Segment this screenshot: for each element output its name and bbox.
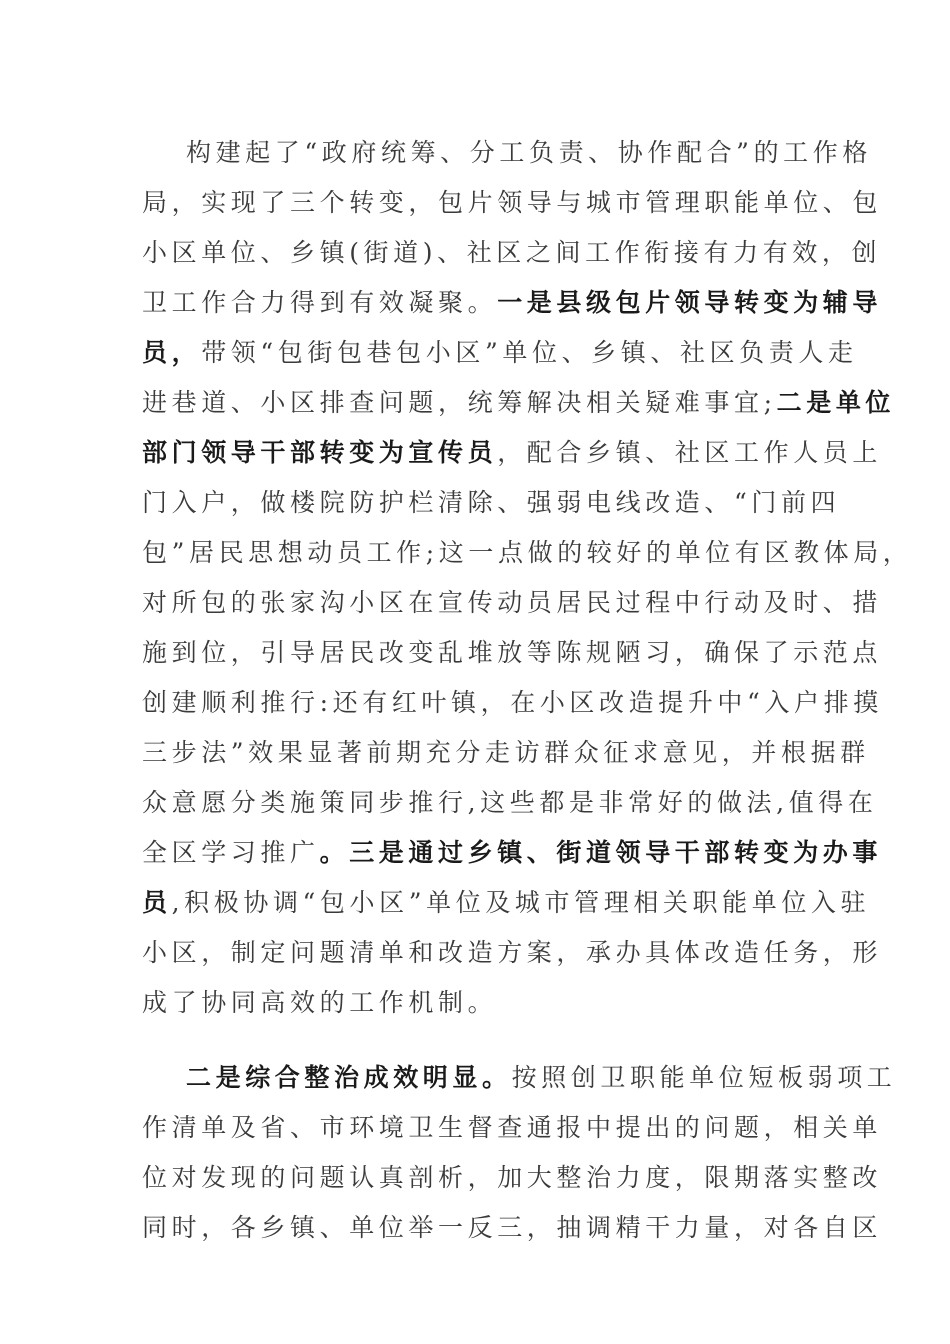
body-text: 施到位，引导居民改变乱堆放等陈规陋习，确保了示范点 — [142, 638, 883, 667]
body-text: 作清单及省、市环境卫生督查通报中提出的问题，相关单 — [142, 1113, 883, 1142]
body-text: 包”居民思想动员工作;这一点做的较好的单位有区教体局， — [142, 538, 913, 567]
body-text: 成了协同高效的工作机制。 — [142, 988, 498, 1017]
body-text: 局，实现了三个转变，包片领导与城市管理职能单位、包 — [142, 188, 883, 217]
text-line — [142, 528, 913, 578]
body-text: 进巷道、小区排查问题，统筹解决相关疑难事宜; — [142, 388, 777, 417]
text-line — [142, 1153, 883, 1203]
bold-text: 员， — [142, 338, 202, 367]
body-text: ，配合乡镇、社区工作人员上 — [497, 438, 883, 467]
text-line — [142, 378, 896, 428]
bold-text: 二是综合整治成效明显。 — [186, 1063, 512, 1092]
text-line — [142, 1203, 883, 1253]
text-line — [142, 328, 858, 378]
body-text: 构建起了“政府统筹、分工负责、协作配合”的工作格 — [186, 138, 872, 167]
text-line — [142, 778, 878, 828]
body-text: 创建顺利推行:还有红叶镇，在小区改造提升中“入户排摸 — [142, 688, 883, 717]
bold-text: 员 — [142, 888, 172, 917]
text-line — [142, 478, 841, 528]
text-line — [142, 278, 883, 328]
text-line — [142, 178, 883, 228]
body-text: 带领“包街包巷包小区”单位、乡镇、社区负责人走 — [201, 338, 858, 367]
text-line — [142, 1103, 883, 1153]
body-text: 位对发现的问题认真剖析，加大整治力度，限期落实整改 — [142, 1163, 883, 1192]
text-line — [142, 578, 883, 628]
body-text: 同时，各乡镇、单位举一反三，抽调精干力量，对各自区 — [142, 1213, 883, 1242]
text-line — [142, 828, 883, 878]
text-line — [142, 628, 883, 678]
body-text: 众意愿分类施策同步推行,这些都是非常好的做法,值得在 — [142, 788, 878, 817]
text-line — [142, 928, 883, 978]
text-line — [186, 1053, 897, 1103]
body-text: 全区学习推广 — [142, 838, 320, 867]
body-text: ,积极协调“包小区”单位及城市管理相关职能单位入驻 — [171, 888, 871, 917]
body-text: 按照创卫职能单位短板弱项工 — [511, 1063, 897, 1092]
text-line — [142, 228, 882, 278]
bold-text: 一是县级包片领导转变为辅导 — [497, 288, 883, 317]
body-text: 对所包的张家沟小区在宣传动员居民过程中行动及时、措 — [142, 588, 883, 617]
body-text: 小区，制定问题清单和改造方案，承办具体改造任务，形 — [142, 938, 883, 967]
body-text: 门入户，做楼院防护栏清除、强弱电线改造、“门前四 — [142, 488, 841, 517]
bold-text: 部门领导干部转变为宣传员 — [142, 438, 498, 467]
bold-text: 二是单位 — [776, 388, 896, 417]
text-line — [142, 678, 883, 728]
text-line — [142, 978, 807, 1028]
bold-text: 。三是通过乡镇、街道领导干部转变为办事 — [319, 838, 883, 867]
text-line — [142, 878, 871, 928]
text-line — [142, 428, 883, 478]
text-line — [142, 728, 870, 778]
body-text: 三步法”效果显著前期充分走访群众征求意见，并根据群 — [142, 738, 870, 767]
text-line — [186, 128, 872, 178]
body-text: 小区单位、乡镇(街道)、社区之间工作衔接有力有效，创 — [142, 238, 882, 267]
body-text: 卫工作合力得到有效凝聚。 — [142, 288, 498, 317]
